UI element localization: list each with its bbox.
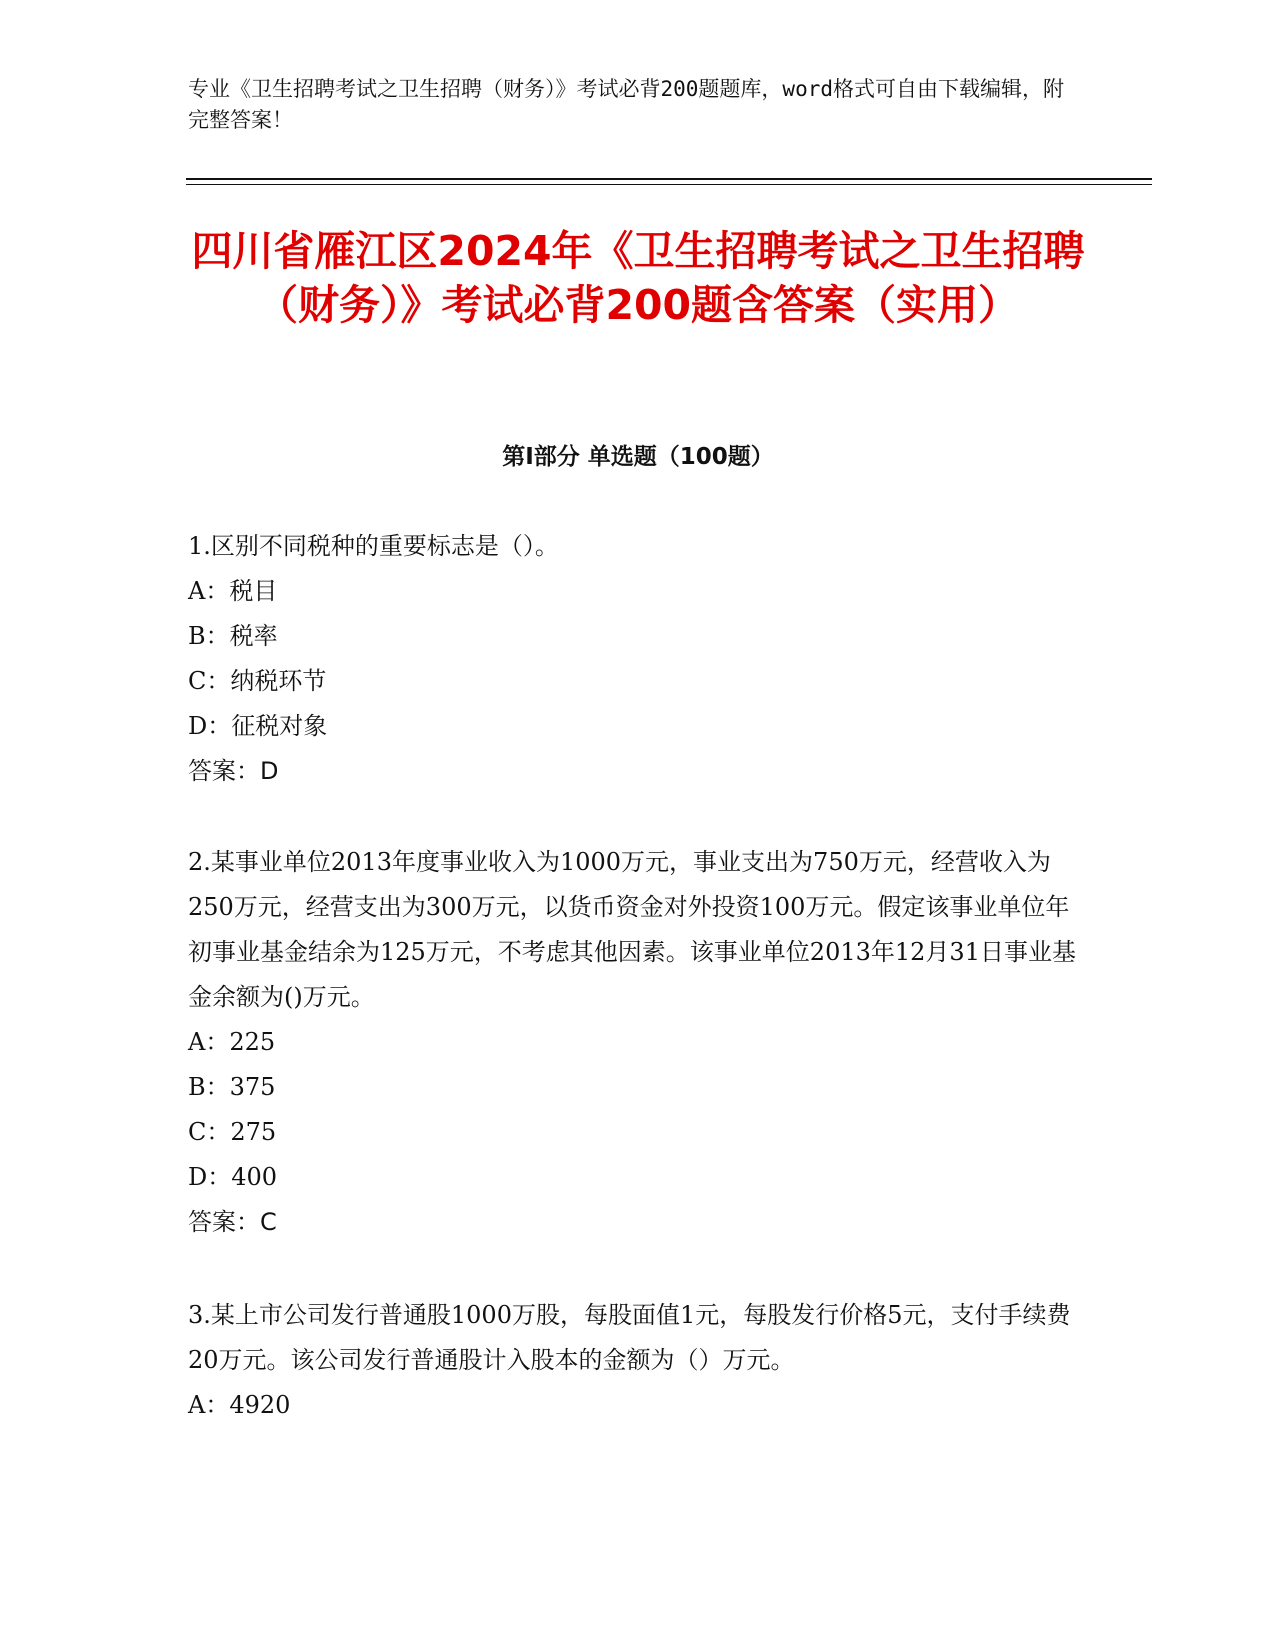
answer: 答案：C [188,1208,277,1236]
document-title: 四川省雁江区2024年《卫生招聘考试之卫生招聘（财务）》考试必背200题含答案（实用） [191,227,1085,329]
question-stem: 1.区别不同税种的重要标志是（）。 [188,532,559,560]
question-2 [188,840,1088,1245]
option-b: B：税率 [188,622,278,650]
option-d: D：400 [188,1163,278,1191]
option-a: A：税目 [188,577,278,605]
option-d: D：征税对象 [188,712,328,740]
option-a: A：4920 [188,1391,291,1419]
header-divider-thin [186,184,1152,185]
header-note: 专业《卫生招聘考试之卫生招聘（财务）》考试必背200题题库，word格式可自由下载编辑，附完整答案！ [188,77,1064,132]
question-1 [188,524,1088,794]
answer: 答案：D [188,757,279,785]
option-a: A：225 [188,1028,276,1056]
option-c: C：纳税环节 [188,667,327,695]
option-c: C：275 [188,1118,277,1146]
question-stem: 3.某上市公司发行普通股1000万股，每股面值1元，每股发行价格5元，支付手续费20万元。该公司发行普通股计入股本的金额为（）万元。 [188,1301,1071,1374]
question-stem: 2.某事业单位2013年度事业收入为1000万元，事业支出为750万元，经营收入为250万元，经营支出为300万元，以货币资金对外投资100万元。假定该事业单位年初事业基金结余为125万元，不考虑其他因素。该事业单位2013年12月31日事业基金余额为()万元。 [188,848,1076,1011]
section-heading: 第I部分 单选题（100题） [502,444,774,470]
option-b: B：375 [188,1073,276,1101]
header-divider-thick [186,178,1152,180]
question-3 [188,1293,1088,1428]
